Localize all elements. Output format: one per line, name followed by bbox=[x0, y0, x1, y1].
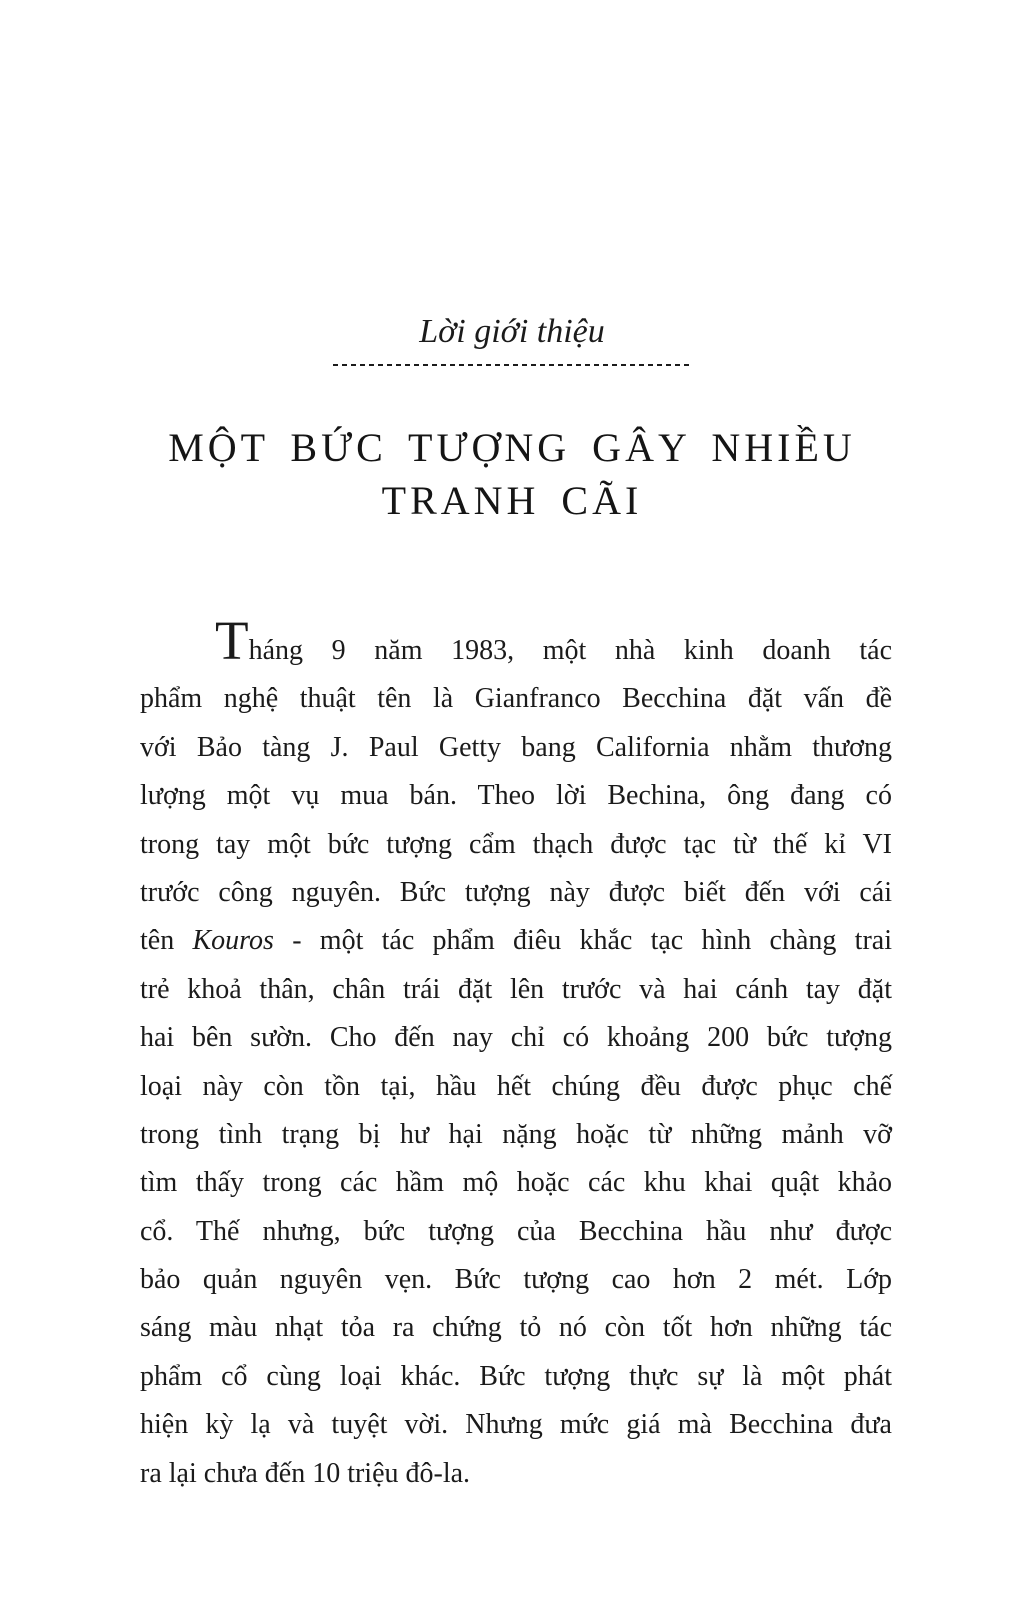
body-paragraph bbox=[140, 610, 892, 1498]
body-line: trong tay một bức tượng cẩm thạch được tạc từ thế kỉ VI bbox=[140, 828, 892, 860]
body-line: phẩm cổ cùng loại khác. Bức tượng thực sự là một phát bbox=[140, 1360, 892, 1392]
body-line: với Bảo tàng J. Paul Getty bang California nhằm thương bbox=[140, 731, 892, 763]
chapter-title-line-1: MỘT BỨC TƯỢNG GÂY NHIỀU bbox=[168, 425, 856, 470]
body-line: trẻ khoả thân, chân trái đặt lên trước và hai cánh tay đặt bbox=[140, 973, 892, 1005]
body-line-text: háng 9 năm 1983, một nhà kinh doanh tác bbox=[248, 635, 892, 666]
body-line: cổ. Thế nhưng, bức tượng của Becchina hầu như được bbox=[140, 1215, 892, 1247]
chapter-title-line-2: TRANH CÃI bbox=[381, 478, 643, 523]
body-line: ra lại chưa đến 10 triệu đô-la. bbox=[140, 1457, 471, 1489]
kouros-suffix: - một tác phẩm điêu khắc tạc hình chàng trai bbox=[273, 925, 892, 957]
kouros-prefix: tên bbox=[140, 925, 193, 957]
body-line: hiện kỳ lạ và tuyệt vời. Nhưng mức giá mà Becchina đưa bbox=[140, 1409, 892, 1441]
body-line: sáng màu nhạt tỏa ra chứng tỏ nó còn tốt hơn những tác bbox=[140, 1312, 892, 1344]
section-label: Lời giới thiệu bbox=[419, 313, 605, 350]
body-line: phẩm nghệ thuật tên là Gianfranco Becchina đặt vấn đề bbox=[140, 683, 892, 715]
body-line bbox=[140, 610, 892, 675]
body-line: tìm thấy trong các hầm mộ hoặc các khu khai quật khảo bbox=[140, 1167, 892, 1199]
body-line-kouros bbox=[140, 917, 892, 965]
body-line: loại này còn tồn tại, hầu hết chúng đều được phục chế bbox=[140, 1070, 892, 1102]
body-line: bảo quản nguyên vẹn. Bức tượng cao hơn 2 mét. Lớp bbox=[140, 1264, 892, 1296]
chapter-title bbox=[0, 421, 1024, 527]
body-line: hai bên sườn. Cho đến nay chỉ có khoảng 200 bức tượng bbox=[140, 1022, 892, 1054]
body-line: trước công nguyên. Bức tượng này được biết đến với cái bbox=[140, 876, 892, 908]
body-line: trong tình trạng bị hư hại nặng hoặc từ những mảnh vỡ bbox=[140, 1118, 892, 1150]
body-line: lượng một vụ mua bán. Theo lời Bechina, ông đang có bbox=[140, 780, 892, 812]
initial-cap: T bbox=[215, 610, 249, 671]
kouros-italic: Kouros bbox=[192, 925, 274, 957]
dashed-divider bbox=[333, 364, 693, 366]
